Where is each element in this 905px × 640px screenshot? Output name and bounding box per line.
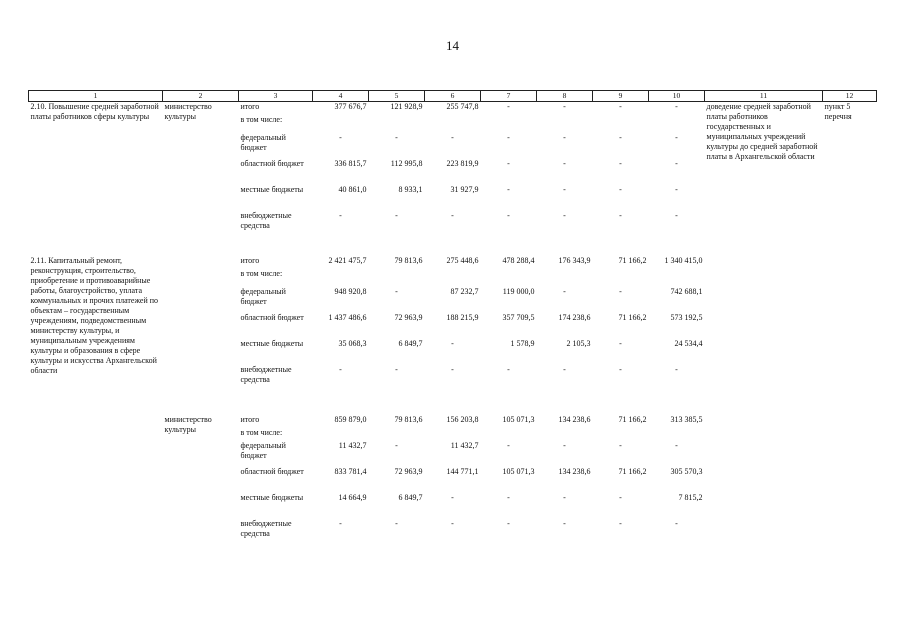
column-header: 5 [369, 91, 425, 102]
value-cell [537, 428, 593, 441]
executor-cell: министерство культуры [164, 102, 212, 121]
funding-source-label: в том числе: [240, 427, 283, 437]
value-cell: 71 166,2 [618, 414, 647, 424]
value-cell: - [451, 338, 454, 348]
value-cell: 573 192,5 [670, 312, 703, 322]
value-cell: - [451, 492, 454, 502]
value-cell: - [339, 210, 342, 220]
funding-source-label: итого [240, 414, 260, 424]
value-cell: 357 709,5 [502, 312, 535, 322]
value-cell: 336 815,7 [334, 158, 367, 168]
value-cell [369, 115, 425, 133]
funding-source-label: местные бюджеты [240, 338, 304, 348]
value-cell [593, 115, 649, 133]
value-cell: - [675, 364, 678, 374]
value-cell: - [507, 492, 510, 502]
value-cell [425, 428, 481, 441]
value-cell: 948 920,8 [334, 286, 367, 296]
value-cell: 223 819,9 [446, 158, 479, 168]
value-cell: - [563, 518, 566, 528]
value-cell: - [395, 210, 398, 220]
value-cell: 35 068,3 [338, 338, 367, 348]
funding-source-label: областной бюджет [240, 466, 304, 476]
funding-source-label: федеральный бюджет [240, 132, 286, 152]
column-header: 8 [537, 91, 593, 102]
value-cell: 72 963,9 [394, 466, 423, 476]
value-cell: 31 927,9 [450, 184, 479, 194]
table-row [29, 256, 877, 269]
expected-result [705, 256, 823, 392]
value-cell: 105 071,3 [502, 466, 535, 476]
value-cell: - [619, 440, 622, 450]
value-cell: 7 815,2 [678, 492, 703, 502]
value-cell: 6 849,7 [398, 338, 423, 348]
value-cell: 144 771,1 [446, 466, 479, 476]
funding-source-label: внебюджетные средства [240, 210, 292, 230]
value-cell: 275 448,6 [446, 255, 479, 265]
value-cell: - [563, 184, 566, 194]
budget-table [28, 90, 877, 545]
value-cell: 2 421 475,7 [328, 255, 367, 265]
value-cell: - [395, 440, 398, 450]
value-cell: - [675, 158, 678, 168]
value-cell: 119 000,0 [502, 286, 535, 296]
value-cell: - [507, 132, 510, 142]
value-cell: - [507, 158, 510, 168]
value-cell: 72 963,9 [394, 312, 423, 322]
spacer-cell [29, 237, 877, 256]
value-cell: - [395, 518, 398, 528]
funding-source-label: итого [240, 102, 260, 111]
value-cell: 79 813,6 [394, 255, 423, 265]
value-cell: 1 578,9 [510, 338, 535, 348]
value-cell: - [563, 440, 566, 450]
executor-cell [163, 256, 239, 392]
reference-cell [823, 256, 877, 392]
value-cell: - [619, 286, 622, 296]
column-header: 9 [593, 91, 649, 102]
value-cell: - [451, 210, 454, 220]
value-cell: - [675, 132, 678, 142]
column-header: 7 [481, 91, 537, 102]
value-cell: - [619, 338, 622, 348]
value-cell: - [675, 102, 678, 111]
value-cell: - [563, 364, 566, 374]
funding-source-label: местные бюджеты [240, 184, 304, 194]
activity-name: 2.11. Капитальный ремонт, реконструкция, строительство, приобретение и противоаварийные работы, благоустройство, уплата коммунальных и прочих платежей по объектам – государственным учреждениям, подведомственным министерству культуры, и муниципальным учреждениям культуры и образования в сфере культуры и искусства Архангельской области [30, 255, 159, 375]
funding-source-label: областной бюджет [240, 312, 304, 322]
column-header: 12 [823, 91, 877, 102]
value-cell: - [507, 440, 510, 450]
executor-cell: министерство культуры [164, 414, 212, 434]
value-cell: 156 203,8 [446, 414, 479, 424]
page-number: 14 [446, 38, 459, 53]
value-cell: - [675, 518, 678, 528]
value-cell: - [451, 132, 454, 142]
value-cell: - [563, 132, 566, 142]
value-cell: - [675, 210, 678, 220]
column-header: 10 [649, 91, 705, 102]
value-cell: 105 071,3 [502, 414, 535, 424]
funding-source-label: внебюджетные средства [240, 364, 292, 384]
value-cell [649, 269, 705, 287]
value-cell: - [507, 210, 510, 220]
value-cell [481, 269, 537, 287]
value-cell: - [619, 132, 622, 142]
value-cell: 134 238,6 [558, 466, 591, 476]
value-cell: - [619, 210, 622, 220]
value-cell [425, 115, 481, 133]
value-cell [537, 115, 593, 133]
value-cell: 79 813,6 [394, 414, 423, 424]
value-cell: - [507, 102, 510, 111]
value-cell: 71 166,2 [618, 312, 647, 322]
value-cell: - [619, 364, 622, 374]
value-cell: 24 534,4 [674, 338, 703, 348]
value-cell: - [395, 364, 398, 374]
value-cell: 2 105,3 [566, 338, 591, 348]
value-cell: - [675, 184, 678, 194]
value-cell: - [619, 492, 622, 502]
value-cell: - [339, 364, 342, 374]
funding-source-label: итого [240, 255, 260, 265]
expected-result: доведение средней заработной платы работников государственных и муниципальных учреждений культуры до средней заработной платы в Архангельской области [706, 102, 818, 161]
value-cell: 305 570,3 [670, 466, 703, 476]
value-cell: 8 933,1 [398, 184, 423, 194]
funding-source-label: внебюджетные средства [240, 518, 292, 538]
value-cell: 313 385,5 [670, 414, 703, 424]
activity-name: 2.10. Повышение средней заработной платы работников сферы культуры [30, 102, 159, 121]
header-row [29, 91, 877, 102]
value-cell: 134 238,6 [558, 414, 591, 424]
value-cell: - [507, 184, 510, 194]
column-header: 11 [705, 91, 823, 102]
reference-cell [823, 415, 877, 545]
value-cell: 188 215,9 [446, 312, 479, 322]
value-cell: 255 747,8 [446, 102, 479, 111]
column-header: 3 [239, 91, 313, 102]
reference-cell: пункт 5 перечня [824, 102, 852, 121]
value-cell [369, 269, 425, 287]
value-cell: - [563, 158, 566, 168]
value-cell: 14 664,9 [338, 492, 367, 502]
funding-source-label: областной бюджет [240, 158, 304, 168]
value-cell [425, 269, 481, 287]
value-cell [369, 428, 425, 441]
column-header: 2 [163, 91, 239, 102]
value-cell: 377 676,7 [334, 102, 367, 111]
value-cell: - [395, 132, 398, 142]
value-cell: - [451, 364, 454, 374]
funding-source-label: в том числе: [240, 268, 283, 278]
value-cell: 71 166,2 [618, 255, 647, 265]
value-cell: - [339, 132, 342, 142]
value-cell [481, 115, 537, 133]
value-cell: 1 340 415,0 [664, 255, 703, 265]
value-cell [313, 428, 369, 441]
value-cell [593, 269, 649, 287]
value-cell: - [675, 440, 678, 450]
value-cell: 121 928,9 [390, 102, 423, 111]
value-cell: - [619, 102, 622, 111]
value-cell: - [507, 364, 510, 374]
value-cell: 1 437 486,6 [328, 312, 367, 322]
value-cell: - [451, 518, 454, 528]
value-cell: - [563, 492, 566, 502]
value-cell: - [563, 286, 566, 296]
value-cell: 71 166,2 [618, 466, 647, 476]
value-cell: - [563, 102, 566, 111]
value-cell: - [395, 286, 398, 296]
value-cell: 174 238,6 [558, 312, 591, 322]
value-cell: 11 432,7 [338, 440, 367, 450]
column-header: 1 [29, 91, 163, 102]
column-header: 4 [313, 91, 369, 102]
value-cell: 742 688,1 [670, 286, 703, 296]
expected-result [705, 415, 823, 545]
value-cell: - [619, 158, 622, 168]
funding-source-label: федеральный бюджет [240, 440, 286, 460]
value-cell [537, 269, 593, 287]
value-cell: - [619, 184, 622, 194]
value-cell: 478 288,4 [502, 255, 535, 265]
value-cell [649, 115, 705, 133]
value-cell [649, 428, 705, 441]
value-cell [313, 115, 369, 133]
value-cell [481, 428, 537, 441]
value-cell: - [619, 518, 622, 528]
value-cell: 112 995,8 [390, 158, 423, 168]
column-header: 6 [425, 91, 481, 102]
value-cell: 87 232,7 [450, 286, 479, 296]
spacer-cell [163, 392, 877, 415]
value-cell: 859 879,0 [334, 414, 367, 424]
value-cell: 40 861,0 [338, 184, 367, 194]
funding-source-label: в том числе: [240, 114, 283, 124]
value-cell: 6 849,7 [398, 492, 423, 502]
value-cell: 833 781,4 [334, 466, 367, 476]
value-cell: 176 343,9 [558, 255, 591, 265]
value-cell [593, 428, 649, 441]
table-row [29, 102, 877, 115]
funding-source-label: федеральный бюджет [240, 286, 286, 306]
funding-source-label: местные бюджеты [240, 492, 304, 502]
value-cell: - [339, 518, 342, 528]
value-cell: - [563, 210, 566, 220]
section-spacer [29, 237, 877, 256]
value-cell: 11 432,7 [450, 440, 479, 450]
value-cell: - [507, 518, 510, 528]
value-cell [313, 269, 369, 287]
